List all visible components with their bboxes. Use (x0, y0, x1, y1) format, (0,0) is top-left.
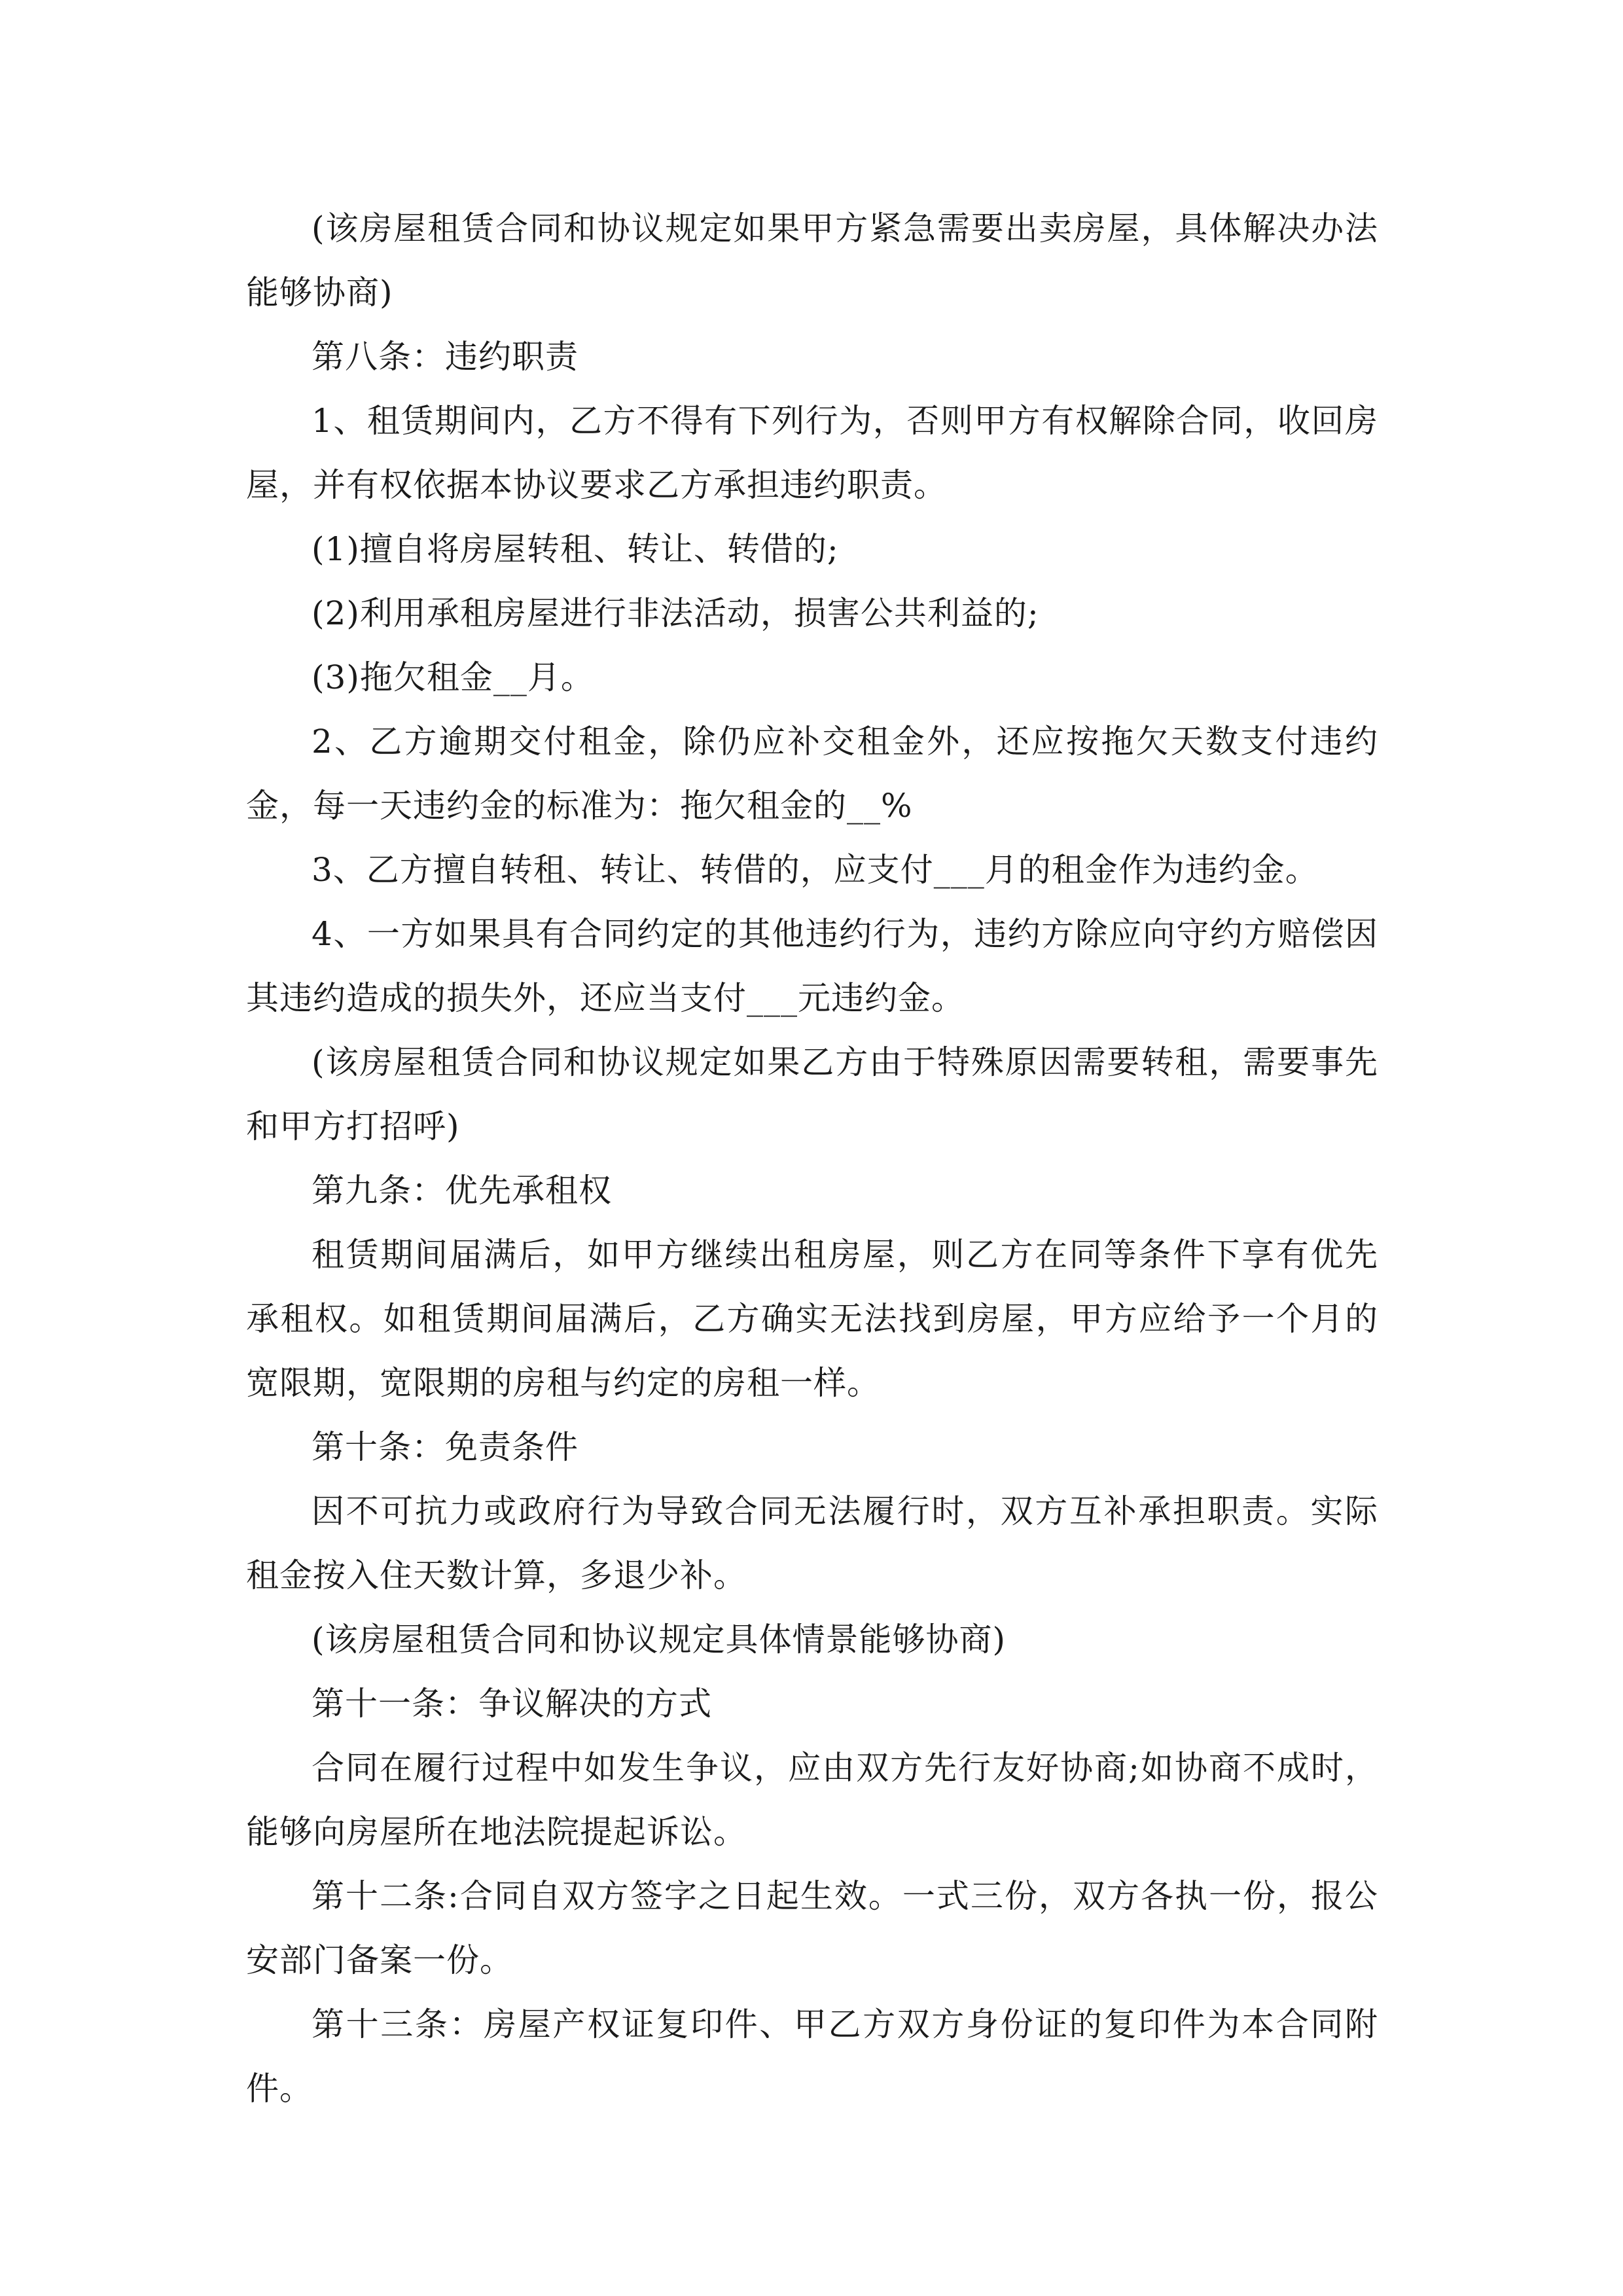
clause-note-paragraph: (该房屋租赁合同和协议规定如果甲方紧急需要出卖房屋，具体解决办法能够协商) (246, 209, 1378, 312)
article-8-item-1: 1、租赁期间内，乙方不得有下列行为，否则甲方有权解除合同，收回房屋，并有权依据本协议要求乙方承担违约职责。 (246, 402, 1378, 504)
article-12-paragraph: 第十二条:合同自双方签字之日起生效。一式三份，双方各执一份，报公安部门备案一份。 (246, 1877, 1378, 1979)
document-body (246, 196, 1378, 2121)
article-8-subitem-3: (3)拖欠租金__月。 (312, 658, 594, 696)
clause-note-paragraph: (该房屋租赁合同和协议规定具体情景能够协商) (312, 1621, 1007, 1659)
article-8-item-4: 4、一方如果具有合同约定的其他违约行为，违约方除应向守约方赔偿因其违约造成的损失外，还应当支付___元违约金。 (246, 915, 1378, 1017)
article-8-item-2: 2、乙方逾期交付租金，除仍应补交租金外，还应按拖欠天数支付违约金，每一天违约金的标准为：拖欠租金的__% (246, 723, 1378, 825)
article-11-heading: 第十一条：争议解决的方式 (312, 1685, 712, 1723)
article-11-body: 合同在履行过程中如发生争议，应由双方先行友好协商;如协商不成时，能够向房屋所在地法院提起诉讼。 (246, 1749, 1378, 1851)
article-8-subitem-1: (1)擅自将房屋转租、转让、转借的; (312, 530, 839, 568)
article-9-heading: 第九条：优先承租权 (312, 1172, 612, 1210)
article-10-body: 因不可抗力或政府行为导致合同无法履行时，双方互补承担职责。实际租金按入住天数计算，多退少补。 (246, 1492, 1378, 1594)
article-13-paragraph: 第十三条：房屋产权证复印件、甲乙方双方身份证的复印件为本合同附件。 (246, 2005, 1378, 2108)
article-8-item-3: 3、乙方擅自转租、转让、转借的，应支付___月的租金作为违约金。 (312, 851, 1319, 889)
article-8-subitem-2: (2)利用承租房屋进行非法活动，损害公共利益的; (312, 594, 1039, 632)
article-8-heading: 第八条：违约职责 (312, 338, 579, 376)
article-10-heading: 第十条：免责条件 (312, 1428, 579, 1466)
clause-note-paragraph: (该房屋租赁合同和协议规定如果乙方由于特殊原因需要转租，需要事先和甲方打招呼) (246, 1043, 1378, 1145)
article-9-body: 租赁期间届满后，如甲方继续出租房屋，则乙方在同等条件下享有优先承租权。如租赁期间届满后，乙方确实无法找到房屋，甲方应给予一个月的宽限期，宽限期的房租与约定的房租一样。 (246, 1236, 1378, 1402)
